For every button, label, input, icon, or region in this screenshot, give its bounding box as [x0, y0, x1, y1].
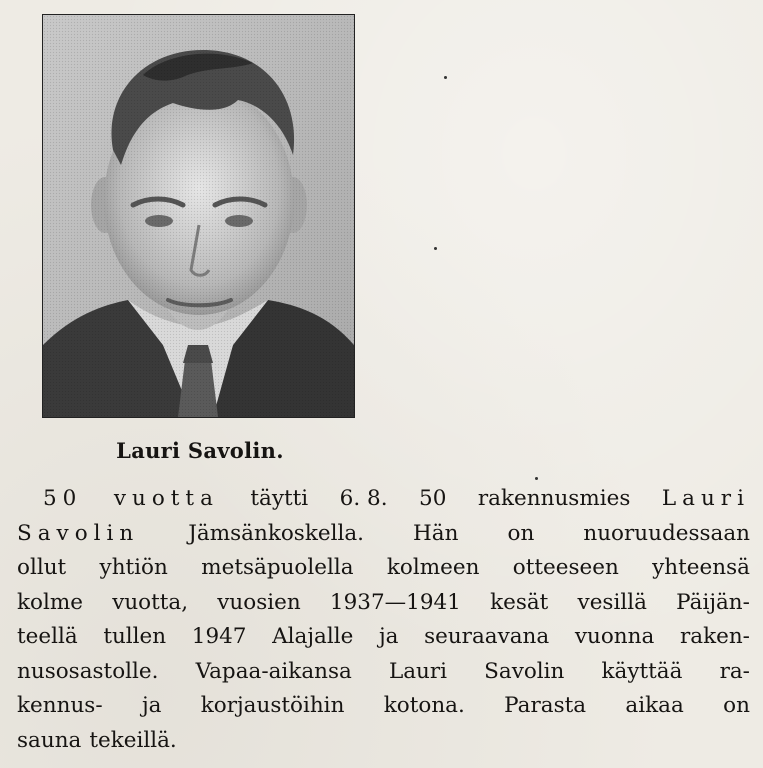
article-line: [17, 586, 750, 621]
article-word: tekeillä.: [89, 727, 177, 753]
article-word: täytti: [250, 486, 309, 511]
article-word: vesillä: [577, 589, 647, 615]
article-word: aikaa: [625, 693, 684, 718]
article-line: [17, 689, 750, 724]
article-word: on: [507, 520, 535, 546]
article-word: Lauri: [661, 486, 750, 511]
article-word: kolmeen: [386, 555, 480, 580]
article-word: ra-: [719, 658, 750, 684]
article-word: korjaustöihin: [200, 693, 345, 718]
article-line: [17, 620, 750, 655]
article-word: yhteensä: [652, 555, 750, 580]
article-word: kotona.: [383, 693, 465, 718]
article-word: Lauri: [388, 658, 448, 684]
article-line: [17, 551, 750, 586]
article-word: Hän: [413, 520, 459, 546]
article-word: käyttää: [601, 658, 683, 684]
article-word: 50: [419, 486, 447, 511]
article-word: raken-: [679, 624, 750, 649]
article-word: vuonna: [574, 624, 655, 649]
article-word: Parasta: [504, 693, 587, 718]
article-word: kesät: [490, 589, 549, 615]
article-word: tullen: [103, 624, 167, 649]
article-word: 50: [43, 486, 83, 511]
article-body: [17, 482, 750, 758]
article-word: vuotta,: [112, 589, 189, 615]
article-word: Savolin: [17, 520, 140, 546]
article-line: [17, 482, 750, 517]
article-word: Päijän-: [676, 589, 750, 615]
article-word: teellä: [17, 624, 78, 649]
article-line: [17, 517, 750, 552]
article-word: metsäpuolella: [201, 555, 354, 580]
article-word: ja: [378, 624, 399, 649]
article-word: vuosien: [217, 589, 301, 615]
article-word: otteeseen: [512, 555, 619, 580]
article-word: seuraavana: [424, 624, 550, 649]
article-word: rakennusmies: [477, 486, 631, 511]
article-word: ja: [141, 693, 162, 718]
print-speck: [434, 247, 437, 250]
article-word: 1947: [191, 624, 247, 649]
article-line: [17, 724, 750, 759]
article-word: ollut: [17, 555, 67, 580]
article-word: yhtiön: [99, 555, 168, 580]
print-speck: [444, 76, 447, 79]
article-word: nusosastolle.: [17, 658, 159, 684]
article-word: on: [723, 693, 750, 718]
article-word: vuotta: [113, 486, 219, 511]
article-word: Alajalle: [272, 624, 354, 649]
article-word: kolme: [17, 589, 83, 615]
article-word: Vapaa-aikansa: [195, 658, 352, 684]
portrait-photo: [42, 14, 355, 418]
article-word: 6. 8.: [339, 486, 388, 511]
print-speck: [535, 477, 538, 480]
article-word: 1937—1941: [329, 589, 461, 615]
article-word: kennus-: [17, 693, 103, 718]
article-word: Jämsänkoskella.: [188, 520, 364, 546]
article-line: [17, 655, 750, 690]
article-word: sauna: [17, 727, 82, 753]
photo-caption: Lauri Savolin.: [116, 438, 284, 463]
article-word: Savolin: [484, 658, 565, 684]
article-word: nuoruudessaan: [583, 520, 750, 546]
